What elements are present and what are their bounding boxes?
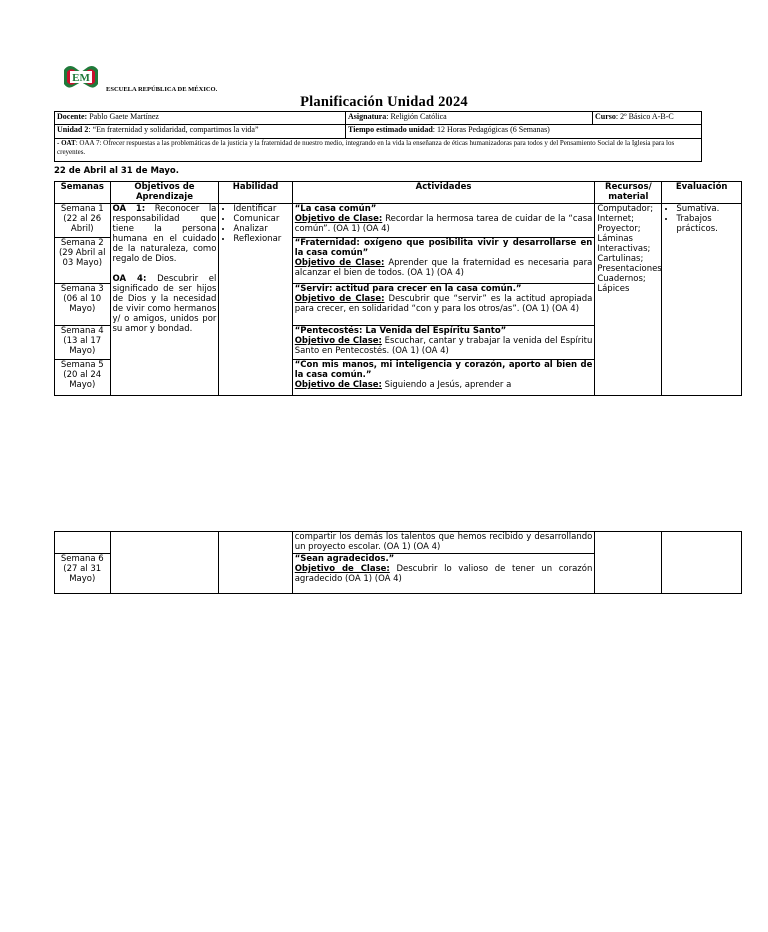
evaluation-item: • Sumativa. [676, 204, 739, 214]
asignatura-cell: Asignatura: Religión Católica [346, 112, 593, 125]
skill-item: • Identificar [233, 204, 289, 214]
planning-table [54, 181, 742, 396]
week-2: Semana 2 (29 Abril al 03 Mayo) [55, 238, 111, 284]
activity-5-continued: compartir los demás los talentos que hemos recibido y desarrollando un proyecto escolar. (OA 1) (OA 4) [292, 532, 595, 554]
activity-3: “Servir: actitud para crecer en la casa común.” Objetivo de Clase: Descubrir que “servir” es la actitud apropiada para crecer, en solidaridad “con y para los otros/as”. (OA 1) (OA 4) [292, 284, 595, 326]
activity-5: “Con mis manos, mi inteligencia y corazón, aporto al bien de la casa común.” Objetivo de Clase: Siguiendo a Jesús, aprender a [292, 360, 595, 396]
week-1: Semana 1 (22 al 26 Abril) [55, 204, 111, 238]
curso-cell: Curso: 2º Básico A-B-C [593, 112, 702, 125]
evaluation-item: • Trabajos prácticos. [676, 214, 739, 234]
header-recursos: Recursos/ material [595, 182, 662, 204]
unidad-cell: Unidad 2: “En fraternidad y solidaridad, compartimos la vida” [55, 125, 346, 139]
activity-6: “Sean agradecidos.” Objetivo de Clase: Descubrir lo valioso de tener un corazón agradecido (OA 1) (OA 4) [292, 554, 595, 594]
objectives-cell: OA 1: Reconocer la responsabilidad que tiene la persona humana en el cuidado de la naturaleza, como regalo de Dios. OA 4: Descubrir el significado de ser hijos de Dios y la necesidad de vivir como hermanos y/ o amigos, unidos por su amor y bondad. [110, 204, 219, 396]
skill-item: • Analizar [233, 224, 289, 234]
header-semanas: Semanas [55, 182, 111, 204]
skill-item: • Reflexionar [233, 234, 289, 244]
resources-cell: Computador; Internet; Proyector; Láminas Interactivas; Cartulinas; Presentaciones Cuadernos; Lápices [595, 204, 662, 396]
week-5: Semana 5 (20 al 24 Mayo) [55, 360, 111, 396]
skill-item: • Comunicar [233, 214, 289, 224]
header-habilidad: Habilidad [219, 182, 292, 204]
oat-cell: - OAT: OAA 7: Ofrecer respuestas a las problemáticas de la justicia y la fraternidad de nuestro medio, integrando en la vida la enseñanza de éticas humanizadoras para todos y del Pensamiento Social de la Iglesia para los creyentes. [55, 139, 702, 162]
date-range: 22 de Abril al 31 de Mayo. [54, 166, 179, 176]
activity-1: “La casa común” Objetivo de Clase: Recordar la hermosa tarea de cuidar de la “casa común”. (OA 1) (OA 4) [292, 204, 595, 238]
activity-2: “Fraternidad: oxígeno que posibilita vivir y desarrollarse en la casa común” Objetivo de Clase: Aprender que la fraternidad es necesaria para alcanzar el bien de todos. (OA 1) (OA 4) [292, 238, 595, 284]
header-objetivos: Objetivos de Aprendizaje [110, 182, 219, 204]
tiempo-cell: Tiempo estimado unidad: 12 Horas Pedagógicas (6 Semanas) [346, 125, 702, 139]
activity-4: “Pentecostés: La Venida del Espíritu Santo” Objetivo de Clase: Escuchar, cantar y trabajar la venida del Espíritu Santo en Pentecostés. (OA 1) (OA 4) [292, 326, 595, 360]
week-4: Semana 4 (13 al 17 Mayo) [55, 326, 111, 360]
week-3: Semana 3 (06 al 10 Mayo) [55, 284, 111, 326]
svg-text:EM: EM [72, 72, 90, 84]
school-logo [64, 64, 98, 90]
school-name: ESCUELA REPÚBLICA DE MÉXICO. [106, 86, 218, 93]
week-6: Semana 6 (27 al 31 Mayo) [55, 554, 111, 594]
skills-cell [219, 204, 292, 396]
docente-cell: Docente: Pablo Gaete Martínez [55, 112, 346, 125]
header-actividades: Actividades [292, 182, 595, 204]
header-evaluacion: Evaluación [662, 182, 742, 204]
evaluation-cell [662, 204, 742, 396]
page-title: Planificación Unidad 2024 [300, 94, 468, 110]
planning-table-continued [54, 531, 742, 594]
info-table [54, 111, 702, 162]
